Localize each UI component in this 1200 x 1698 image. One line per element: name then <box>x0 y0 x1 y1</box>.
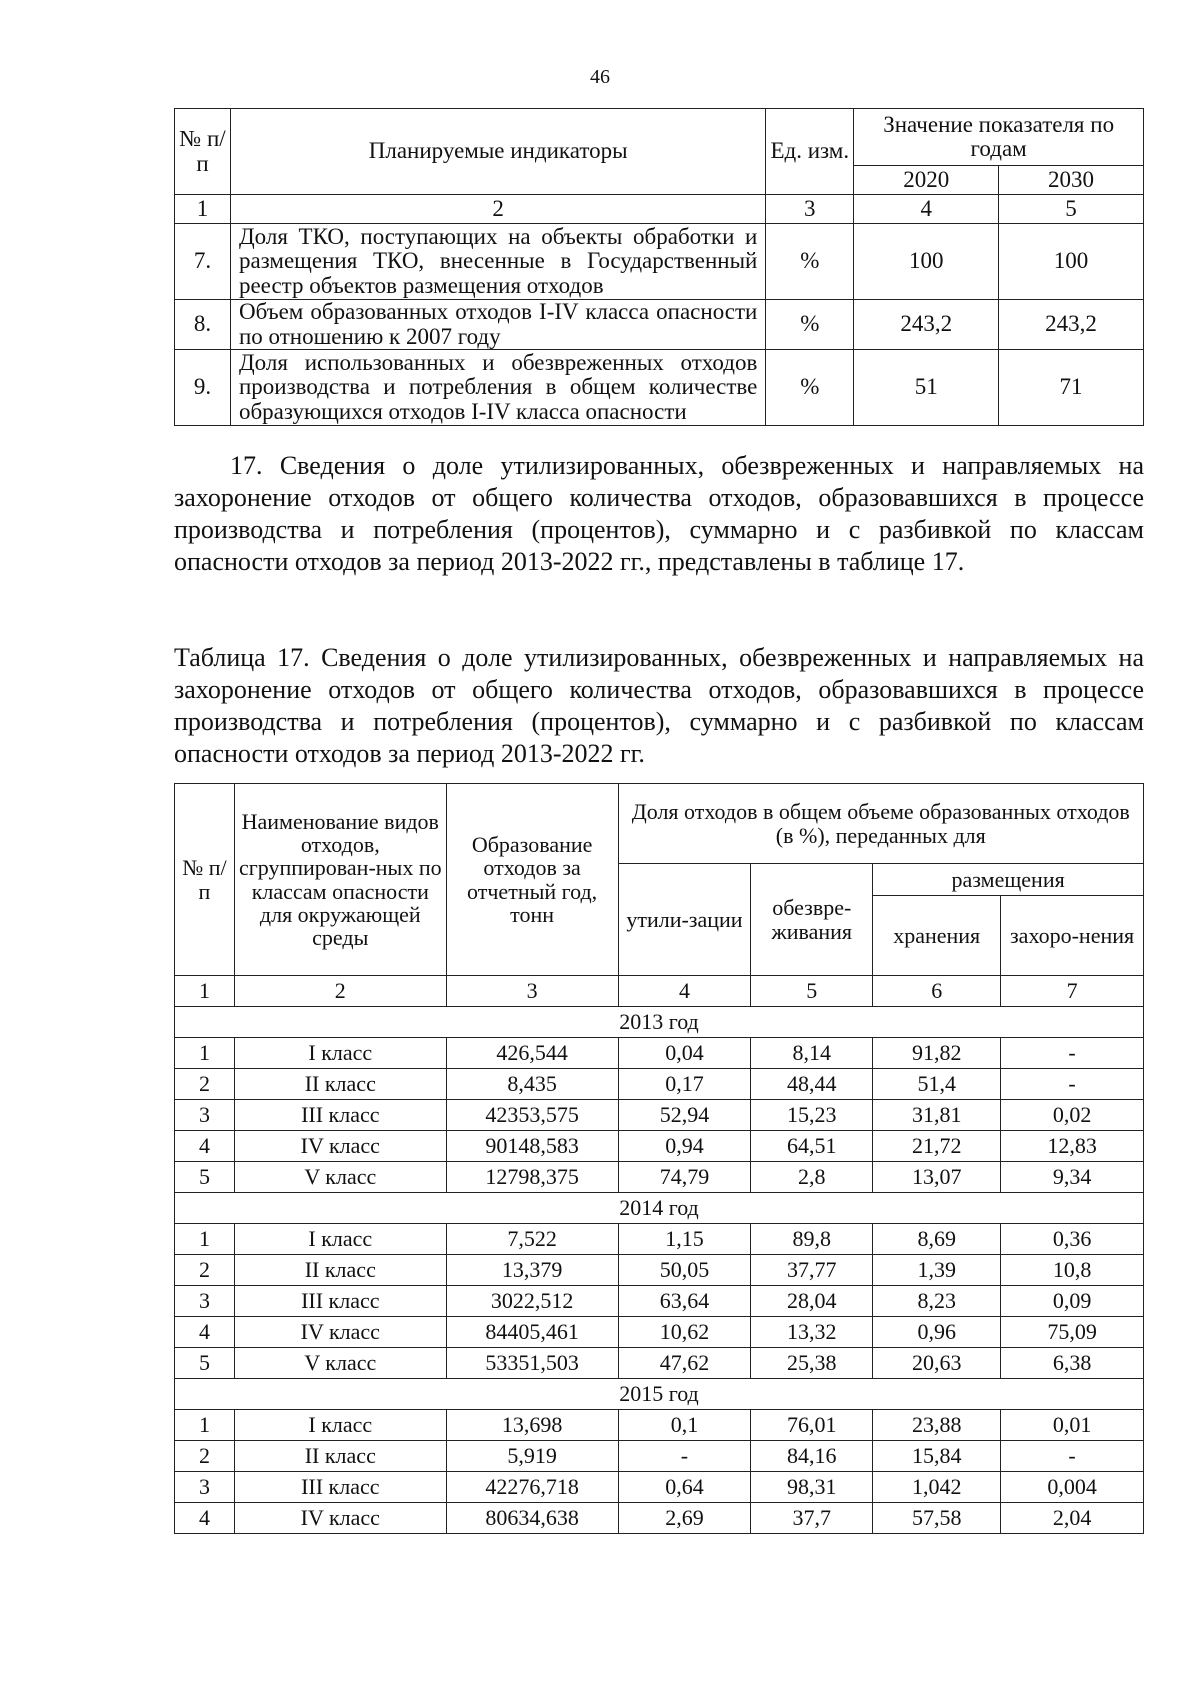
table-cell: 37,7 <box>751 1503 873 1534</box>
header-value-group: Значение показателя по годам <box>854 109 1144 166</box>
table-cell: 37,77 <box>751 1255 873 1286</box>
table-cell: IV класс <box>234 1317 446 1348</box>
table-cell: 13,07 <box>873 1162 1001 1193</box>
table-row <box>175 300 1144 350</box>
table-cell: 52,94 <box>618 1100 751 1131</box>
column-number: 7 <box>1001 976 1144 1007</box>
table-cell: 57,58 <box>873 1503 1001 1534</box>
cell-indicator: Доля ТКО, поступающих на объекты обработки и размещения ТКО, внесенные в Государственный реестр объектов размещения отходов <box>230 224 765 300</box>
year-row <box>175 1193 1144 1224</box>
year-label: 2013 год <box>175 1007 1144 1038</box>
table-cell: 0,04 <box>618 1038 751 1069</box>
table-cell: 3 <box>175 1472 235 1503</box>
table-cell: 0,36 <box>1001 1224 1144 1255</box>
table-cell: 15,84 <box>873 1441 1001 1472</box>
table-row <box>175 350 1144 426</box>
column-number: 3 <box>446 976 618 1007</box>
column-number: 5 <box>751 976 873 1007</box>
table-cell: III класс <box>234 1472 446 1503</box>
table-17-caption: Таблица 17. Сведения о доле утилизированных, обезвреженных и направляемых на захоронение отходов от общего количества отходов, образовавшихся в процессе производства и потребления (процентов), суммарно и с разбивкой по классам опасности отходов за период 2013-2022 гг. <box>174 643 1144 768</box>
header-share-group: Доля отходов в общем объеме образованных отходов (в %), переданных для <box>618 784 1143 864</box>
paragraph-17-text: 17. Сведения о доле утилизированных, обезвреженных и направляемых на захоронение отходов от общего количества отходов, образовавшихся в процессе производства и потребления (процентов), суммарно и с разбивкой по классам опасности отходов за период 2013-2022 гг., представлены в таблице 17. <box>174 451 1144 576</box>
table-row <box>175 1286 1144 1317</box>
header-year-2020: 2020 <box>854 166 999 195</box>
header-num: № п/п <box>175 109 231 195</box>
column-numbers-row <box>175 976 1144 1007</box>
table-cell: - <box>1001 1441 1144 1472</box>
table-cell: 0,17 <box>618 1069 751 1100</box>
table-cell: 5 <box>175 1162 235 1193</box>
table-cell: 63,64 <box>618 1286 751 1317</box>
table-cell: 75,09 <box>1001 1317 1144 1348</box>
table-cell: - <box>618 1441 751 1472</box>
table-cell: 3 <box>175 1286 235 1317</box>
header-year-2030: 2030 <box>999 166 1144 195</box>
table-cell: II класс <box>234 1255 446 1286</box>
table-row <box>175 1100 1144 1131</box>
table-cell: 20,63 <box>873 1348 1001 1379</box>
column-number: 6 <box>873 976 1001 1007</box>
table-cell: 64,51 <box>751 1131 873 1162</box>
table-cell: 5,919 <box>446 1441 618 1472</box>
table-cell: 80634,638 <box>446 1503 618 1534</box>
column-number: 1 <box>175 976 235 1007</box>
table-cell: 12798,375 <box>446 1162 618 1193</box>
table-cell: 50,05 <box>618 1255 751 1286</box>
table-cell: 4 <box>175 1131 235 1162</box>
cell-v2020: 100 <box>854 224 999 300</box>
table-row <box>175 1472 1144 1503</box>
header-unit: Ед. изм. <box>766 109 854 195</box>
table-cell: III класс <box>234 1100 446 1131</box>
cell-unit: % <box>766 300 854 350</box>
table-cell: 25,38 <box>751 1348 873 1379</box>
paragraph-17 <box>174 450 1144 578</box>
table-cell: IV класс <box>234 1131 446 1162</box>
table-cell: 74,79 <box>618 1162 751 1193</box>
cell-unit: % <box>766 224 854 300</box>
table-cell: 13,379 <box>446 1255 618 1286</box>
table-cell: 51,4 <box>873 1069 1001 1100</box>
waste-shares-table <box>174 783 1144 1534</box>
table-cell: 2,8 <box>751 1162 873 1193</box>
table-cell: 7,522 <box>446 1224 618 1255</box>
table-cell: 76,01 <box>751 1410 873 1441</box>
table-cell: 1,042 <box>873 1472 1001 1503</box>
table-row <box>175 1255 1144 1286</box>
table-cell: 90148,583 <box>446 1131 618 1162</box>
table-row <box>175 1503 1144 1534</box>
table-cell: 98,31 <box>751 1472 873 1503</box>
table-cell: 42353,575 <box>446 1100 618 1131</box>
table-cell: 8,14 <box>751 1038 873 1069</box>
table-cell: 3022,512 <box>446 1286 618 1317</box>
column-number: 3 <box>766 195 854 224</box>
table-row <box>175 1348 1144 1379</box>
table-cell: III класс <box>234 1286 446 1317</box>
table-cell: 1 <box>175 1224 235 1255</box>
table-cell: 2,04 <box>1001 1503 1144 1534</box>
header-formation: Образование отходов за отчетный год, тонн <box>446 784 618 976</box>
header-placement: размещения <box>873 864 1144 896</box>
table-cell: 4 <box>175 1317 235 1348</box>
cell-v2020: 51 <box>854 350 999 426</box>
table-row <box>175 1038 1144 1069</box>
table-cell: 0,94 <box>618 1131 751 1162</box>
table-cell: I класс <box>234 1224 446 1255</box>
table-cell: 1,39 <box>873 1255 1001 1286</box>
table-cell: 3 <box>175 1100 235 1131</box>
table-cell: 13,698 <box>446 1410 618 1441</box>
table-cell: 0,09 <box>1001 1286 1144 1317</box>
table-cell: 0,004 <box>1001 1472 1144 1503</box>
cell-v2030: 100 <box>999 224 1144 300</box>
table-row <box>175 1410 1144 1441</box>
table-cell: 84,16 <box>751 1441 873 1472</box>
table-cell: 23,88 <box>873 1410 1001 1441</box>
table-cell: 0,64 <box>618 1472 751 1503</box>
table-row <box>175 1162 1144 1193</box>
table-row <box>175 1131 1144 1162</box>
table-cell: I класс <box>234 1410 446 1441</box>
header-utilization: утили-зации <box>618 864 751 976</box>
table-cell: 0,01 <box>1001 1410 1144 1441</box>
table-cell: 0,02 <box>1001 1100 1144 1131</box>
table-cell: IV класс <box>234 1503 446 1534</box>
header-waste-name: Наименование видов отходов, сгруппирован-ных по классам опасности для окружающей среды <box>234 784 446 976</box>
table-cell: 28,04 <box>751 1286 873 1317</box>
header-storage: хранения <box>873 896 1001 976</box>
table-cell: 1 <box>175 1410 235 1441</box>
table-cell: 6,38 <box>1001 1348 1144 1379</box>
table-row <box>175 1441 1144 1472</box>
table-cell: 2,69 <box>618 1503 751 1534</box>
table-cell: 21,72 <box>873 1131 1001 1162</box>
table-cell: II класс <box>234 1069 446 1100</box>
table-cell: 8,69 <box>873 1224 1001 1255</box>
table-cell: 13,32 <box>751 1317 873 1348</box>
table-cell: I класс <box>234 1038 446 1069</box>
column-number: 1 <box>175 195 231 224</box>
table-cell: 31,81 <box>873 1100 1001 1131</box>
table-row <box>175 224 1144 300</box>
column-number: 2 <box>230 195 765 224</box>
column-numbers-row <box>175 195 1144 224</box>
table-cell: 89,8 <box>751 1224 873 1255</box>
year-label: 2014 год <box>175 1193 1144 1224</box>
table-cell: V класс <box>234 1348 446 1379</box>
table-cell: 47,62 <box>618 1348 751 1379</box>
table-cell: II класс <box>234 1441 446 1472</box>
table-cell: 53351,503 <box>446 1348 618 1379</box>
table-cell: 12,83 <box>1001 1131 1144 1162</box>
column-number: 4 <box>618 976 751 1007</box>
table-cell: 9,34 <box>1001 1162 1144 1193</box>
table-cell: 84405,461 <box>446 1317 618 1348</box>
table-cell: V класс <box>234 1162 446 1193</box>
column-number: 5 <box>999 195 1144 224</box>
header-indicators: Планируемые индикаторы <box>230 109 765 195</box>
table-cell: 8,23 <box>873 1286 1001 1317</box>
table-cell: 4 <box>175 1503 235 1534</box>
cell-indicator: Объем образованных отходов I-IV класса опасности по отношению к 2007 году <box>230 300 765 350</box>
year-row <box>175 1379 1144 1410</box>
table-cell: 42276,718 <box>446 1472 618 1503</box>
table-cell: 2 <box>175 1255 235 1286</box>
table-cell: 48,44 <box>751 1069 873 1100</box>
column-number: 2 <box>234 976 446 1007</box>
cell-indicator: Доля использованных и обезвреженных отходов производства и потребления в общем количестве образующихся отходов I-IV класса опасности <box>230 350 765 426</box>
cell-v2030: 71 <box>999 350 1144 426</box>
table-cell: 0,1 <box>618 1410 751 1441</box>
table-cell: 2 <box>175 1069 235 1100</box>
table-cell: 8,435 <box>446 1069 618 1100</box>
year-label: 2015 год <box>175 1379 1144 1410</box>
table-row <box>175 1317 1144 1348</box>
cell-num: 9. <box>175 350 231 426</box>
header-num: № п/п <box>175 784 235 976</box>
table-cell: 10,62 <box>618 1317 751 1348</box>
cell-v2020: 243,2 <box>854 300 999 350</box>
page-number: 46 <box>590 66 610 88</box>
table-cell: 5 <box>175 1348 235 1379</box>
cell-v2030: 243,2 <box>999 300 1144 350</box>
year-row <box>175 1007 1144 1038</box>
table-cell: 426,544 <box>446 1038 618 1069</box>
table-row <box>175 1069 1144 1100</box>
table-cell: 15,23 <box>751 1100 873 1131</box>
column-number: 4 <box>854 195 999 224</box>
indicators-table <box>174 108 1144 426</box>
table-cell: - <box>1001 1069 1144 1100</box>
cell-num: 8. <box>175 300 231 350</box>
table-cell: 1 <box>175 1038 235 1069</box>
table-cell: 10,8 <box>1001 1255 1144 1286</box>
cell-num: 7. <box>175 224 231 300</box>
table-cell: 1,15 <box>618 1224 751 1255</box>
table-row <box>175 1224 1144 1255</box>
table-cell: 0,96 <box>873 1317 1001 1348</box>
table-cell: 2 <box>175 1441 235 1472</box>
header-burial: захоро-нения <box>1001 896 1144 976</box>
cell-unit: % <box>766 350 854 426</box>
header-neutralization: обезвре-живания <box>751 864 873 976</box>
table-cell: - <box>1001 1038 1144 1069</box>
table-cell: 91,82 <box>873 1038 1001 1069</box>
